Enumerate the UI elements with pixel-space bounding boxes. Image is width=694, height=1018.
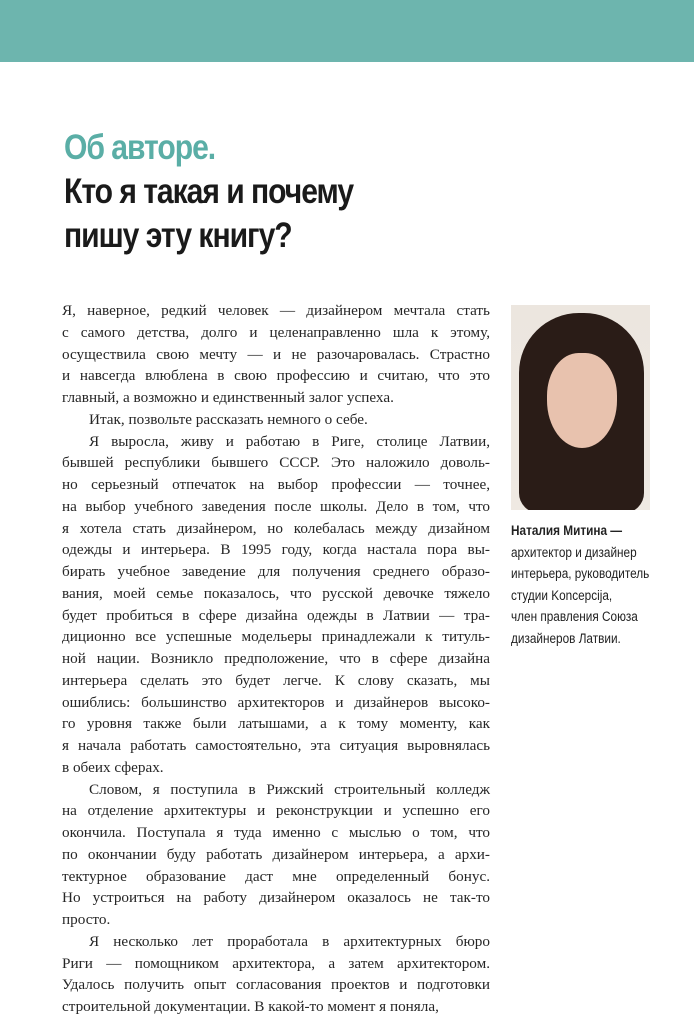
body-line: но серьезный отпечаток на выбор профессии — точнее,	[62, 476, 490, 493]
body-line: вания, моей семье показалось, что русской девочке тяжело	[62, 584, 490, 602]
body-line: диционно все успешные модельеры принадлежали к титуль-	[62, 628, 490, 646]
top-color-band	[0, 0, 694, 62]
chapter-title-line: Кто я такая и почему	[64, 172, 354, 211]
body-line: осуществила свою мечту — и не разочаровалась. Страстно	[62, 345, 490, 363]
body-line: и навсегда влюблена в свою профессию и считаю, что это	[62, 367, 490, 385]
body-line: окончила. Поступала я туда именно с мыслью о том, что	[62, 824, 490, 841]
body-line: Удалось получить опыт согласования проектов и подготовки	[62, 976, 490, 994]
chapter-title-line: пишу эту книгу?	[64, 216, 292, 255]
body-line: ной нации. Возникло предположение, что в сфере дизайна	[62, 650, 490, 667]
caption-line: интерьера, руководитель	[511, 566, 650, 581]
body-line: просто.	[62, 911, 111, 928]
body-line: будет пробиться в сфере дизайна одежды в Латвии — тра-	[62, 606, 490, 624]
author-name: Наталия Митина —	[511, 523, 623, 538]
body-line: я хотела стать дизайнером, но колебалась между дизайном	[62, 519, 490, 537]
body-line: с самого детства, долго и целенаправленно шла к этому,	[62, 323, 490, 341]
body-line: строительной документации. В какой-то момент я поняла,	[62, 998, 439, 1015]
body-line: Я, наверное, редкий человек — дизайнером мечтала стать	[62, 302, 490, 319]
caption-line: дизайнеров Латвии.	[511, 630, 621, 646]
chapter-title-accent: Об авторе.	[64, 128, 216, 167]
author-photo	[511, 305, 650, 510]
body-line: на выбор учебного заведения после школы. Дело в том, что	[62, 497, 490, 515]
body-line: тектурное образование даст мне определенный бонус.	[62, 867, 490, 885]
body-line: главный, а возможно и единственный залог успеха.	[62, 389, 394, 406]
photo-caption	[511, 520, 649, 649]
body-line: Но устроиться на работу дизайнером оказалось не так-то	[62, 889, 490, 907]
body-line: Я несколько лет проработала в архитектурных бюро	[89, 932, 490, 950]
body-line: я начала работать самостоятельно, эта ситуация выровнялась	[62, 737, 490, 754]
body-line: Словом, я поступила в Рижский строительный колледж	[89, 780, 490, 798]
body-line: ошиблись: большинство архитекторов и дизайнеров высоко-	[62, 693, 490, 711]
body-line: Риги — помощником архитектора, а затем архитектором.	[62, 954, 490, 972]
body-line: бывшей республики бывшего СССР. Это наложило доволь-	[62, 454, 490, 472]
body-line: одежды и интерьера. В 1995 году, когда настала пора вы-	[62, 541, 490, 559]
body-line: интерьера сделать это будет легче. К слову сказать, мы	[62, 671, 490, 689]
caption-line: студии Koncepcija,	[511, 587, 613, 603]
body-line: на отделение архитектуры и реконструкции и успешно его	[62, 802, 490, 820]
photo-face	[547, 353, 617, 448]
caption-line: архитектор и дизайнер	[511, 544, 637, 560]
body-line: го уровня также были латышами, а к тому моменту, как	[62, 715, 490, 733]
caption-line: член правления Союза	[511, 609, 638, 624]
body-line: в обеих сферах.	[62, 758, 164, 776]
body-text	[62, 300, 490, 1018]
body-line: Я выросла, живу и работаю в Риге, столице Латвии,	[89, 432, 490, 450]
body-line: по окончании буду работать дизайнером интерьера, а архи-	[62, 845, 490, 863]
body-line: бирать учебное заведение для получения среднего образо-	[62, 563, 490, 580]
body-line: Итак, позвольте рассказать немного о себе.	[89, 410, 368, 428]
